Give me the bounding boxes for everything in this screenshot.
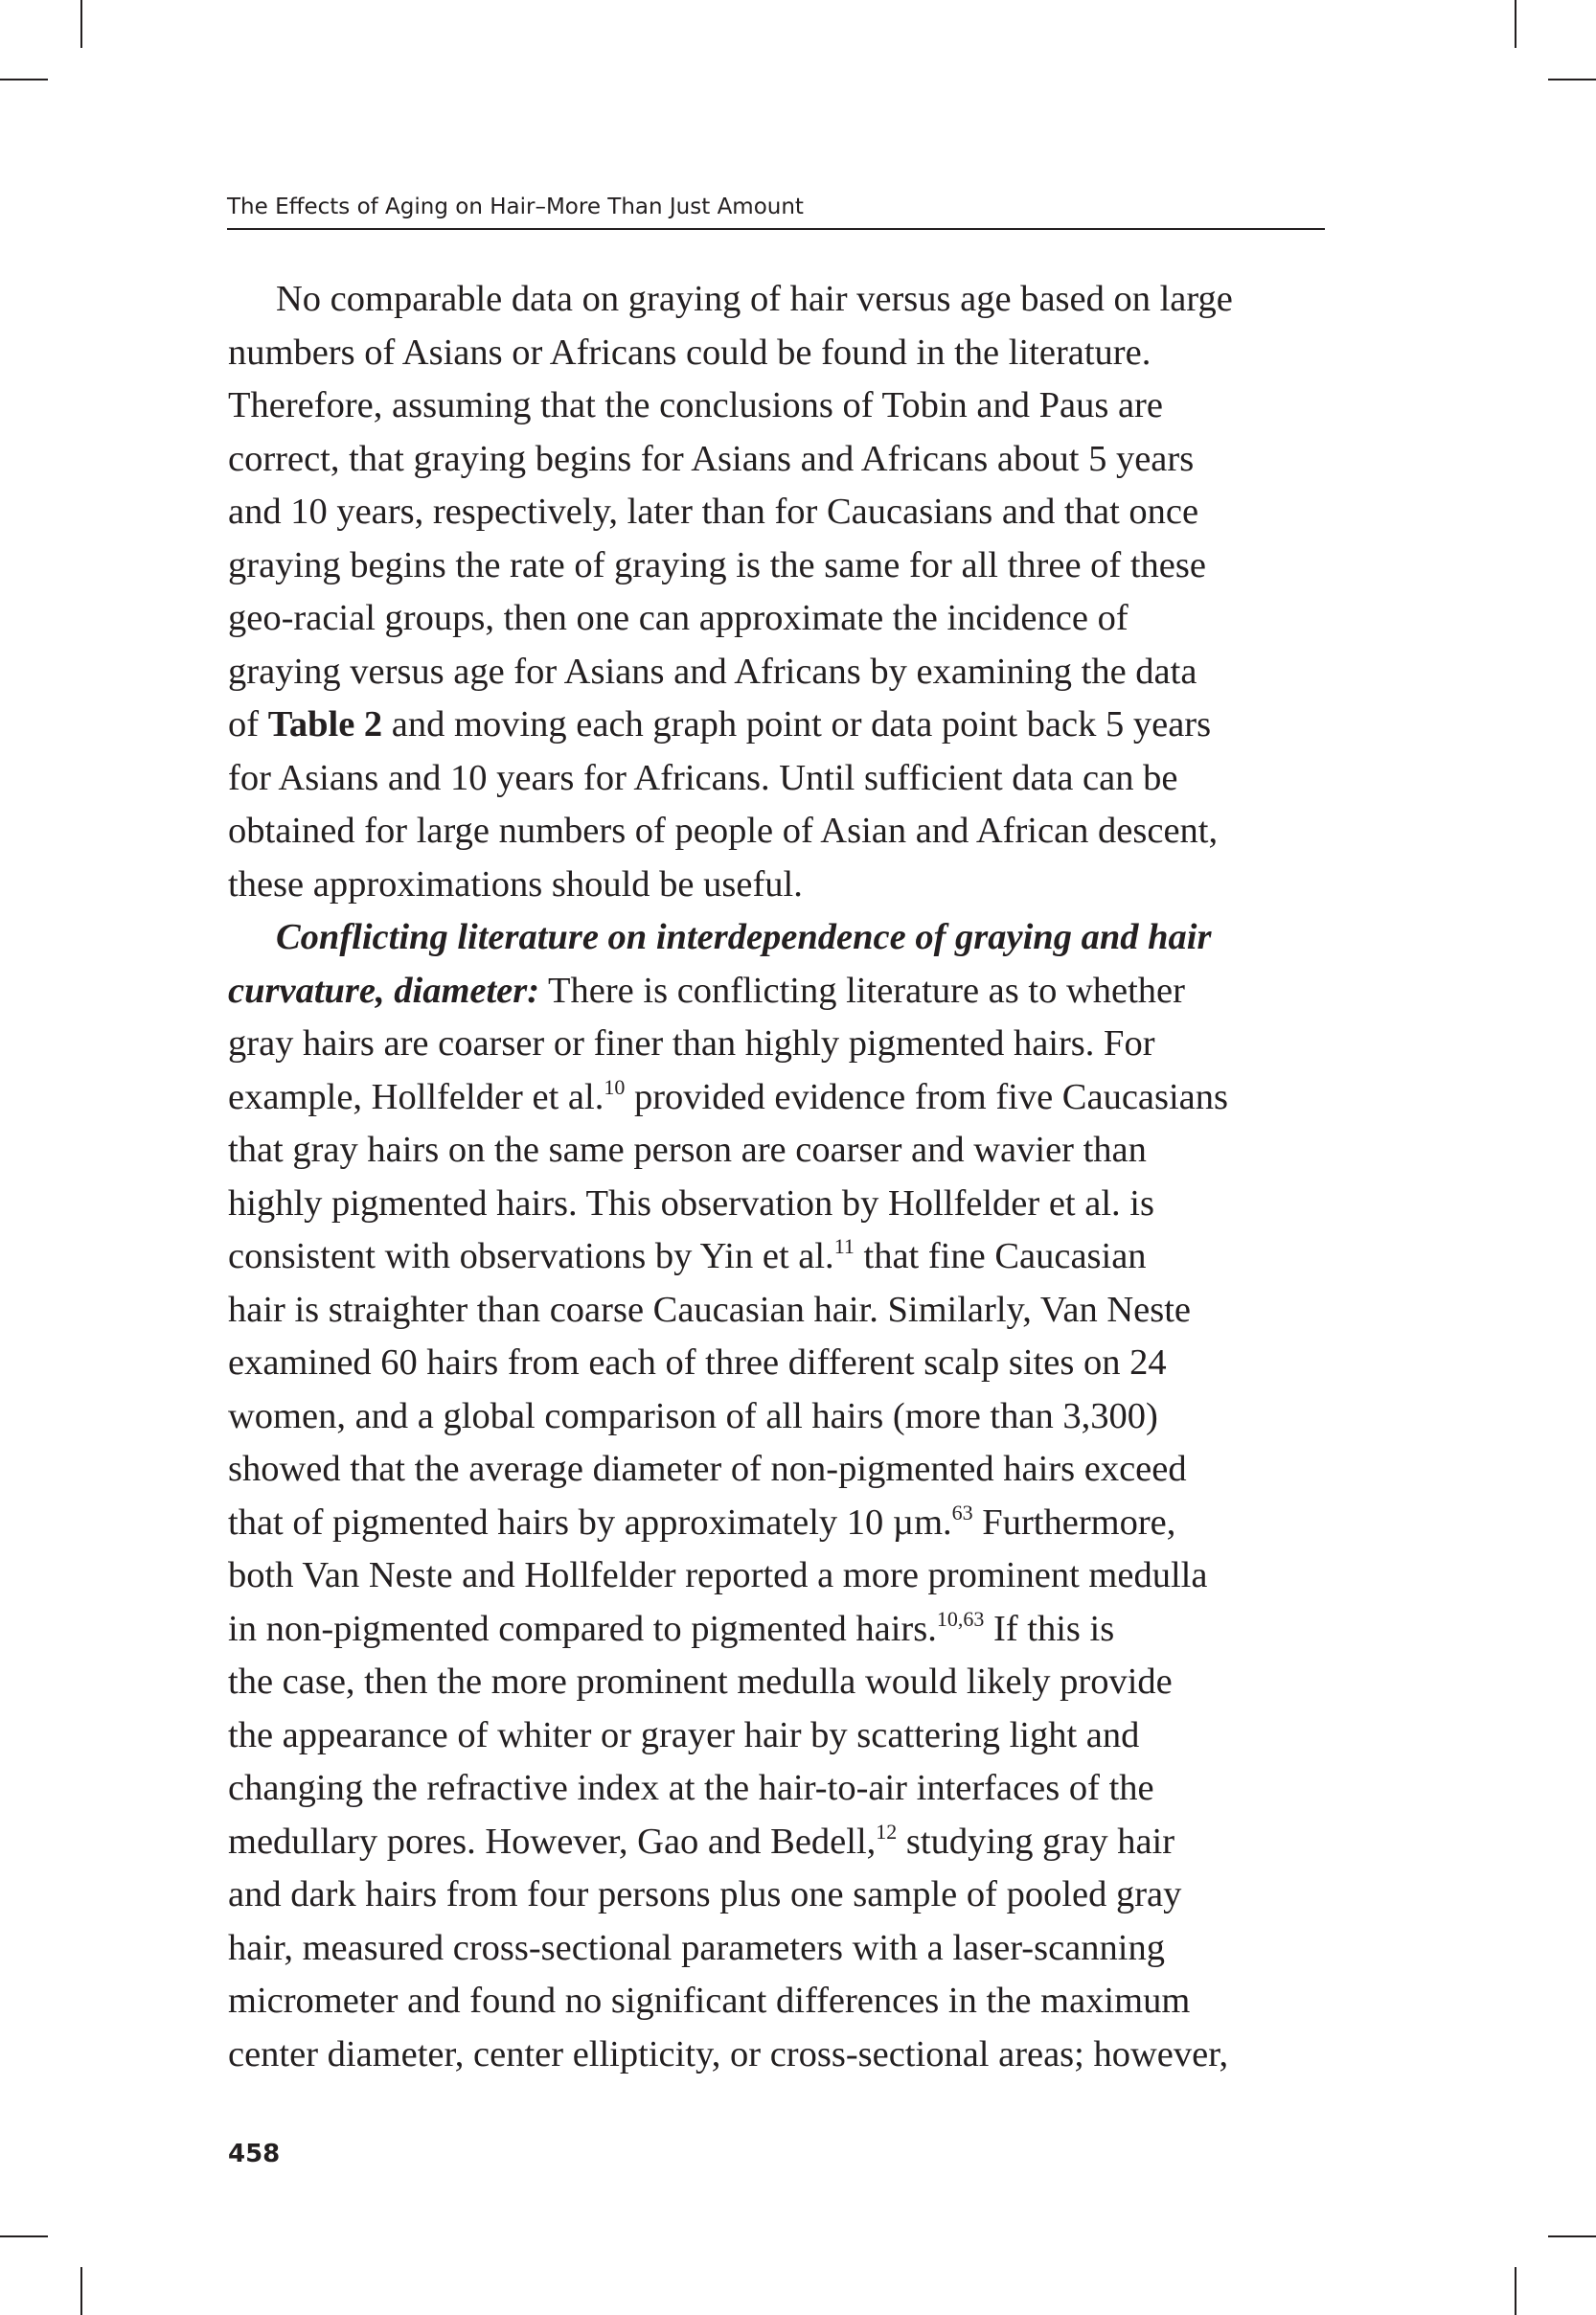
- text-line: and 10 years, respectively, later than for Caucasians and that once: [228, 492, 1199, 532]
- crop-mark-bottom-left: [0, 2235, 48, 2237]
- text-line: No comparable data on graying of hair versus age based on large: [276, 279, 1233, 319]
- text-segment: Furthermore,: [972, 1501, 1176, 1543]
- text-line: highly pigmented hairs. This observation by Hollfelder et al. is: [228, 1182, 1154, 1224]
- citation-superscript: 11: [833, 1234, 855, 1258]
- text-line: that gray hairs on the same person are coarser and wavier than: [228, 1130, 1147, 1170]
- citation-superscript: 63: [951, 1500, 973, 1524]
- text-line: [228, 1497, 1339, 1550]
- crop-mark-top-right: [1515, 0, 1516, 48]
- text-line: hair, measured cross-sectional parameters with a laser-scanning: [228, 1927, 1165, 1968]
- text-line: graying versus age for Asians and Africans by examining the data: [228, 651, 1197, 692]
- text-segment: If this is: [984, 1608, 1115, 1649]
- text-line: for Asians and 10 years for Africans. Until sufficient data can be: [228, 757, 1178, 798]
- crop-mark-bottom-left: [80, 2267, 82, 2315]
- text-segment: that fine Caucasian: [854, 1236, 1147, 1276]
- section-heading: curvature, diameter:: [228, 970, 540, 1011]
- text-line: [228, 1071, 1339, 1125]
- text-line: [228, 1603, 1339, 1657]
- text-segment: that of pigmented hairs by approximately 10 µm.: [228, 1501, 952, 1543]
- table-reference: Table 2: [267, 704, 383, 745]
- section-heading: Conflicting literature on interdependence of graying and hair: [276, 917, 1212, 957]
- text-line: micrometer and found no significant differences in the maximum: [228, 1981, 1191, 2021]
- text-segment: consistent with observations by Yin et al.: [228, 1236, 834, 1276]
- text-segment: in non-pigmented compared to pigmented hairs.: [228, 1608, 937, 1649]
- text-line: showed that the average diameter of non-pigmented hairs exceed: [228, 1449, 1187, 1489]
- text-segment: medullary pores. However, Gao and Bedell,: [228, 1821, 877, 1862]
- page-number: 458: [228, 2140, 281, 2168]
- text-line: obtained for large numbers of people of Asian and African descent,: [228, 811, 1219, 851]
- crop-mark-bottom-right: [1515, 2267, 1516, 2315]
- text-line: [228, 1230, 1339, 1284]
- text-line: these approximations should be useful.: [228, 863, 803, 905]
- text-line: [228, 699, 1339, 752]
- citation-superscript: 12: [876, 1819, 898, 1844]
- text-segment: studying gray hair: [897, 1821, 1175, 1862]
- text-line: gray hairs are coarser or finer than highly pigmented hairs. For: [228, 1023, 1155, 1064]
- text-line: center diameter, center ellipticity, or cross-sectional areas; however,: [228, 2033, 1229, 2074]
- text-line: [228, 1816, 1339, 1869]
- text-line: changing the refractive index at the hair-to-air interfaces of the: [228, 1768, 1154, 1808]
- crop-mark-bottom-right: [1548, 2235, 1596, 2237]
- text-segment: provided evidence from five Caucasians: [625, 1076, 1228, 1117]
- crop-mark-top-left: [80, 0, 82, 48]
- running-header: The Effects of Aging on Hair–More Than Just Amount: [227, 190, 1325, 230]
- text-line: Therefore, assuming that the conclusions of Tobin and Paus are: [228, 385, 1163, 425]
- text-line: geo-racial groups, then one can approximate the incidence of: [228, 598, 1129, 638]
- citation-superscript: 10: [604, 1074, 626, 1099]
- text-line: the appearance of whiter or grayer hair by scattering light and: [228, 1714, 1140, 1755]
- text-line: and dark hairs from four persons plus one sample of pooled gray: [228, 1874, 1182, 1914]
- crop-mark-top-right: [1548, 79, 1596, 80]
- text-segment: of: [228, 704, 268, 745]
- text-line: examined 60 hairs from each of three different scalp sites on 24: [228, 1342, 1167, 1383]
- text-segment: example, Hollfelder et al.: [228, 1076, 604, 1117]
- text-segment: There is conflicting literature as to whether: [539, 970, 1185, 1011]
- text-line: both Van Neste and Hollfelder reported a more prominent medulla: [228, 1555, 1208, 1595]
- body-text: [228, 273, 1339, 2081]
- text-line: [228, 965, 1339, 1019]
- text-line: hair is straighter than coarse Caucasian hair. Similarly, Van Neste: [228, 1289, 1191, 1330]
- text-line: numbers of Asians or Africans could be found in the literature.: [228, 332, 1151, 373]
- text-line: graying begins the rate of graying is the same for all three of these: [228, 544, 1206, 585]
- text-line: the case, then the more prominent medulla would likely provide: [228, 1662, 1173, 1702]
- crop-mark-top-left: [0, 79, 48, 80]
- text-line: women, and a global comparison of all hairs (more than 3,300): [228, 1395, 1158, 1436]
- text-segment: and moving each graph point or data point back 5 years: [382, 704, 1212, 745]
- citation-superscript: 10,63: [936, 1606, 985, 1631]
- text-line: correct, that graying begins for Asians and Africans about 5 years: [228, 438, 1195, 479]
